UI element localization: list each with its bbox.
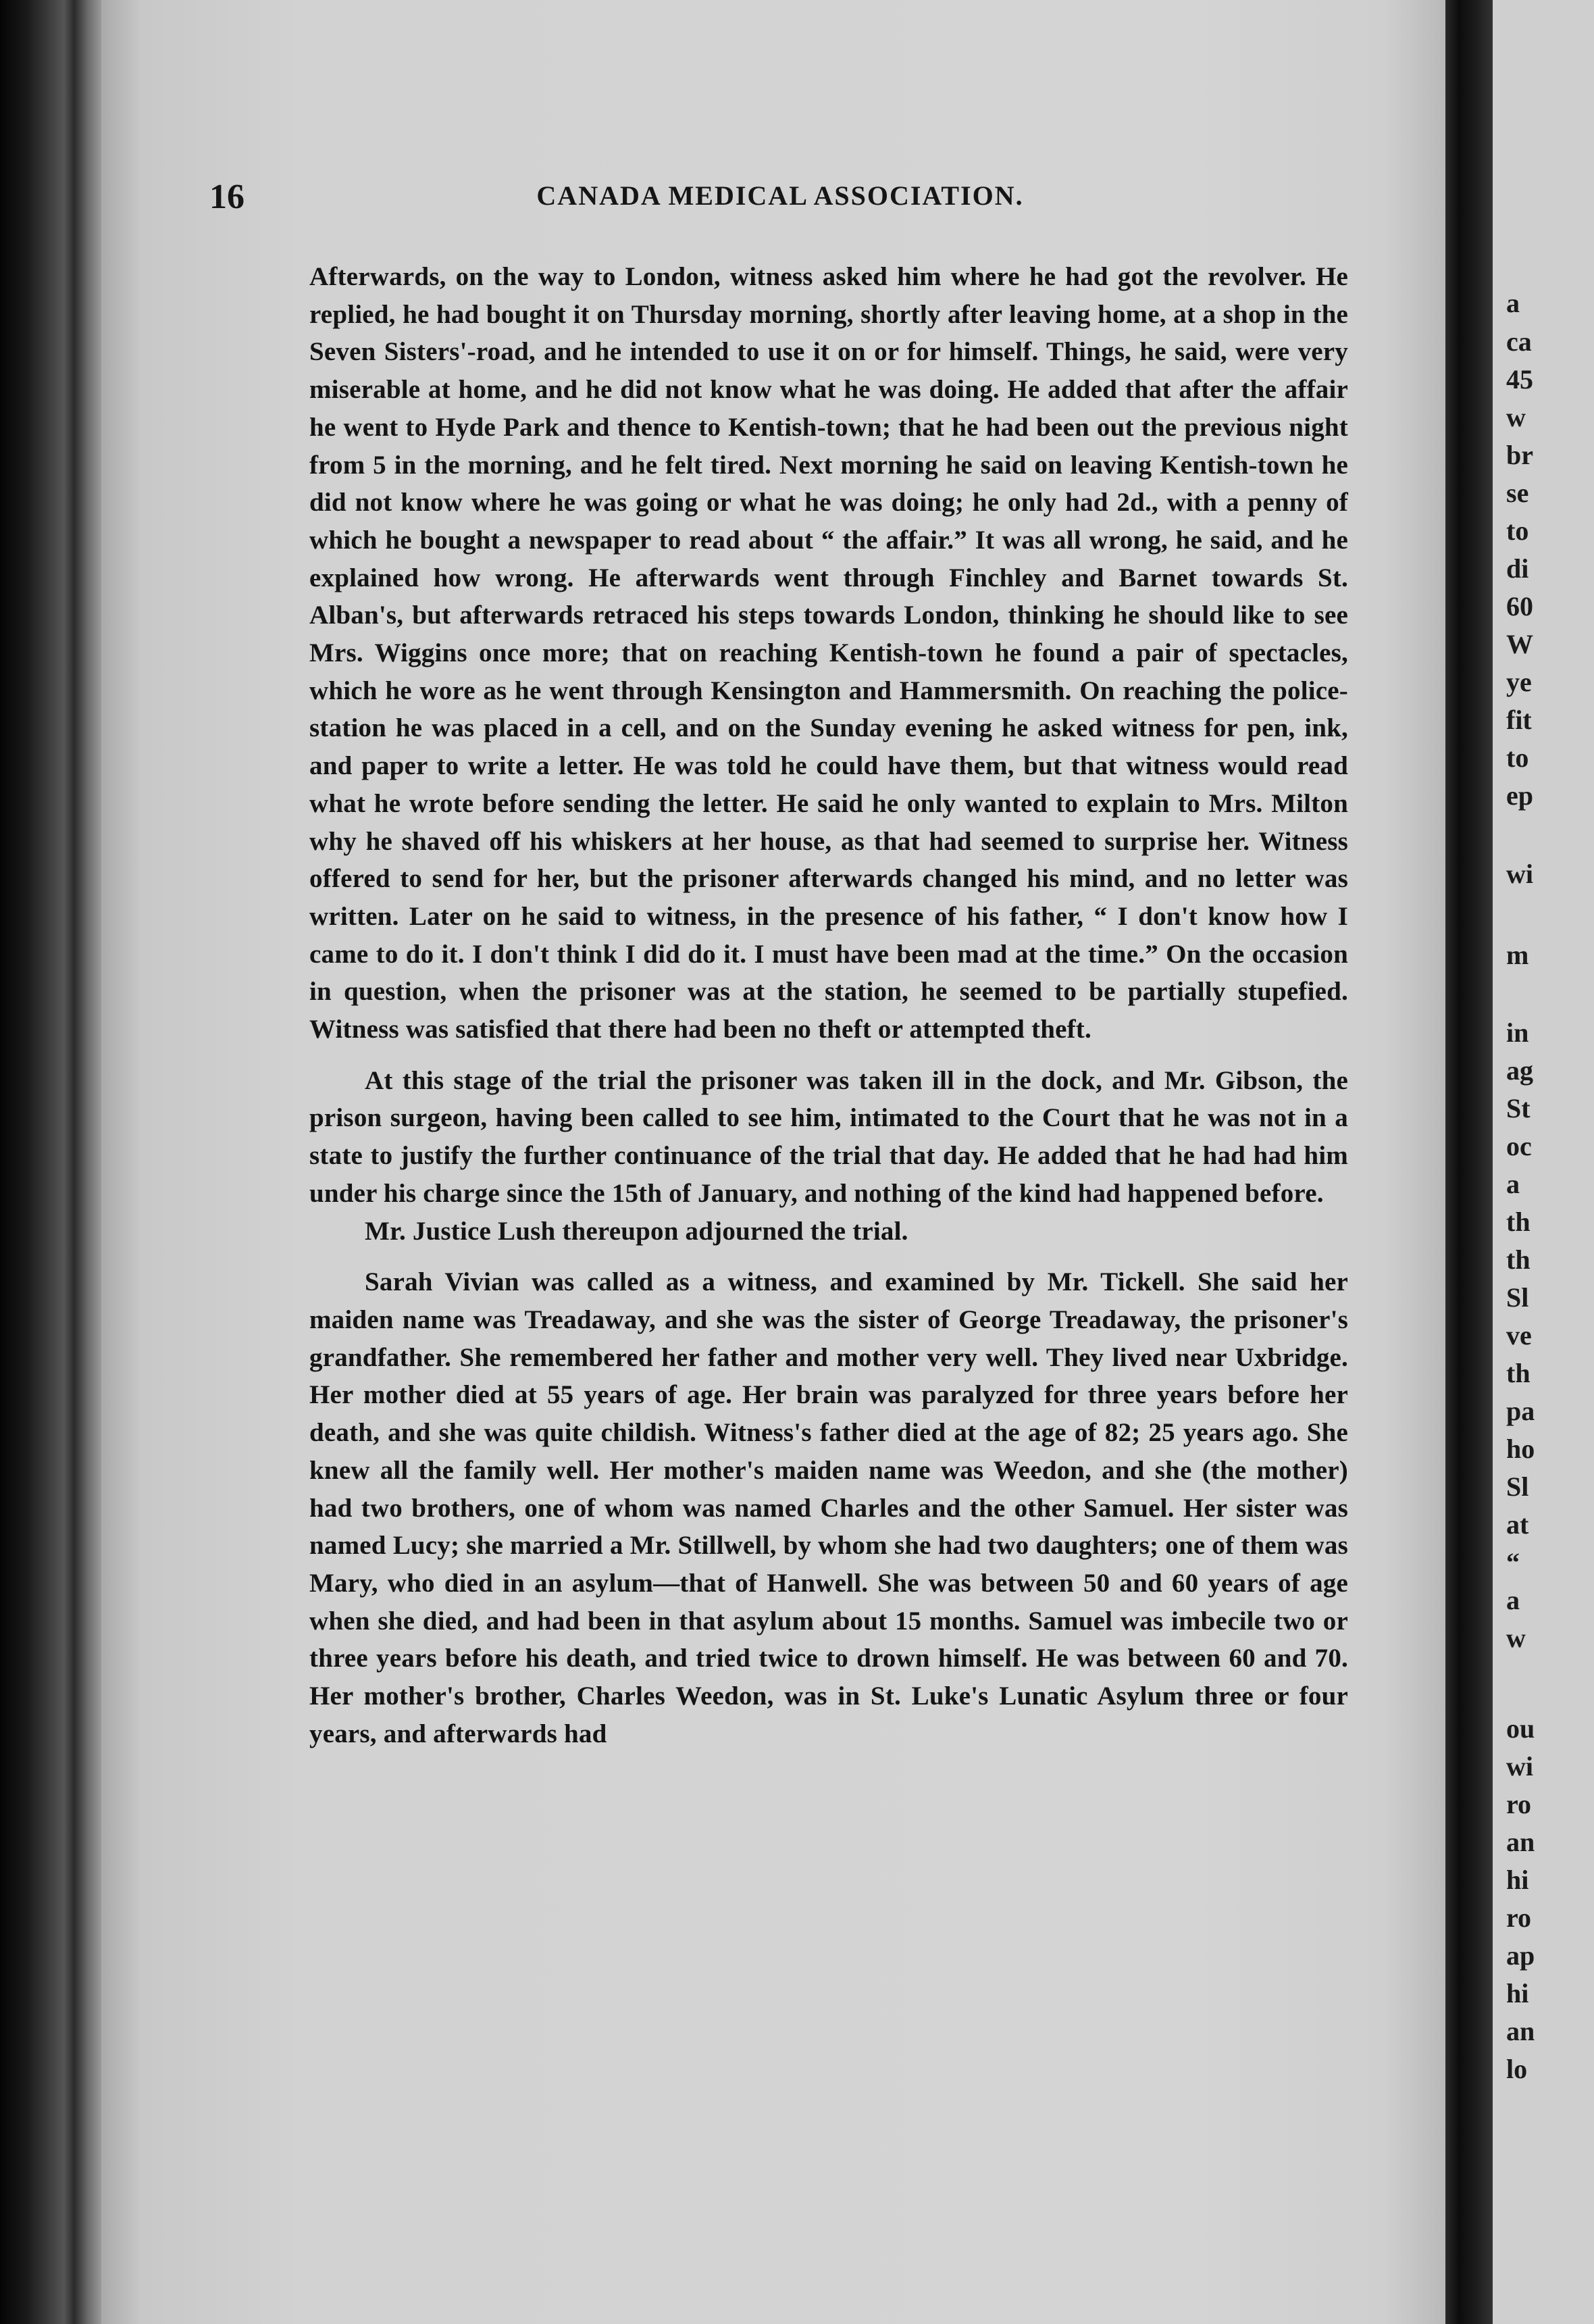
adjacent-page-fragment: lo [1506,2054,1528,2084]
adjacent-page-fragment: ro [1506,1902,1532,1933]
adjacent-page-fragment: a [1506,288,1520,318]
adjacent-page-fragment: an [1506,2016,1535,2046]
page-header [209,177,1351,224]
adjacent-page-fragment: se [1506,478,1529,508]
adjacent-page-fragment: St [1506,1093,1531,1123]
adjacent-page-fragment: ro [1506,1789,1532,1819]
adjacent-page-fragment: m [1506,940,1529,970]
scan-left-edge [0,0,101,2324]
adjacent-page-fragment: th [1506,1358,1531,1388]
adjacent-page-fragment: a [1506,1585,1520,1615]
adjacent-page-fragment: wi [1506,1751,1533,1782]
adjacent-page-fragment: 60 [1506,591,1533,622]
adjacent-page-fragment: an [1506,1827,1535,1857]
adjacent-page-fragment: th [1506,1244,1531,1275]
adjacent-page-fragment: w [1506,1623,1526,1653]
adjacent-page-fragment: hi [1506,1978,1529,2009]
adjacent-page-fragment: 45 [1506,364,1533,395]
paragraph-prisoner-ill: At this stage of the trial the prisoner was taken ill in the dock, and Mr. Gibson, the prison surgeon, having been called to see him, intimated to the Court that he was not in a state to justify the further continuance of the trial that day. He added that he had had him under his charge since the 15th of January, and nothing of the kind had happened before. [309,1065,1348,1208]
adjacent-page-fragment: pa [1506,1396,1535,1426]
paragraph-sarah-vivian: Sarah Vivian was called as a witness, and examined by Mr. Tickell. She said her maiden name was Treadaway, and she was the sister of George Treadaway, the prisoner's grandfather. She remembered her father and mother very well. They lived near Uxbridge. Her mother died at 55 years of age. Her brain was paralyzed for three years before her death, and she was quite childish. Witness's father died at the age of 82; 25 years ago. She knew all the family well. Her mother's maiden name was Weedon, and she (the mother) had two brothers, one of whom was named Charles and the other Samuel. Her sister was named Lucy; she married a Mr. Stillwell, by whom she had two daughters; one of them was Mary, who died in an asylum—that of Hanwell. She was between 50 and 60 years of age when she died, and had been in that asylum about 15 months. Samuel was imbecile two or three years before his death, and tried twice to drown himself. He was between 60 and 70. Her mother's brother, Charles Weedon, was in St. Luke's Lunatic Asylum three or four years, and afterwards had [309,1267,1348,1748]
adjacent-page-fragment: “ [1506,1547,1520,1577]
adjacent-page-fragment: Sl [1506,1282,1529,1313]
adjacent-page-fragment: ou [1506,1713,1535,1744]
paragraph-testimony-continued: Afterwards, on the way to London, witness asked him where he had got the revolver. He replied, he had bought it on Thursday morning, shortly after leaving home, at a shop in the Seven Sisters'-road, and he intended to use it on or for himself. Things, he said, were very miserable at home, and he did not know what he was doing. He added that after the affair he went to Hyde Park and thence to Kentish-town; that he had been out the previous night from 5 in the morning, and he felt tired. Next morning he said on leaving Kentish-town he did not know where he was going or what he was doing; he only had 2d., with a penny of which he bought a newspaper to read about “ the affair.” It was all wrong, he said, and he explained how wrong. He afterwards went through Finchley and Barnet towards St. Alban's, but afterwards retraced his steps towards London, thinking he should like to see Mrs. Wiggins once more; that on reaching Kentish-town he found a pair of spectacles, which he wore as he went through Kensington and Hammersmith. On reaching the police-station he was placed in a cell, and on the Sunday evening he asked witness for pen, ink, and paper to write a letter. He was told he could have them, but that witness would read what he wrote before sending the letter. He said he only wanted to explain to Mrs. Milton why he shaved off his whiskers at her house, as that had seemed to surprise her. Witness offered to send for her, but the prisoner afterwards changed his mind, and no letter was written. Later on he said to witness, in the presence of his father, “ I don't know how I came to do it. I don't think I did do it. I must have been mad at the time.” On the occasion in question, when the prisoner was at the station, he seemed to be partially stupefied. Witness was satisfied that there had been no theft or attempted theft. [309,262,1348,1044]
adjacent-page-fragment: di [1506,553,1529,584]
adjacent-page-fragment: a [1506,1169,1520,1199]
adjacent-page-fragment: th [1506,1207,1531,1237]
adjacent-page-fragment: hi [1506,1865,1529,1895]
adjacent-page-fragment: ve [1506,1320,1532,1350]
adjacent-page-fragment: Sl [1506,1471,1529,1502]
adjacent-page-fragment: fit [1506,705,1532,735]
adjacent-page-fragment: ep [1506,780,1533,811]
adjacent-page-fragment: at [1506,1509,1529,1540]
adjacent-page-fragment: ca [1506,326,1532,357]
adjacent-page-fragment: w [1506,402,1526,432]
adjacent-page-edge [1493,0,1594,2324]
adjacent-page-fragment: in [1506,1017,1529,1048]
page-number: 16 [209,178,245,216]
adjacent-page-fragment: ap [1506,1940,1535,1971]
adjacent-page-fragment: ag [1506,1055,1533,1086]
paragraph-trial-adjourned: Mr. Justice Lush thereupon adjourned the trial. [365,1216,908,1246]
adjacent-page-fragment: br [1506,440,1533,470]
running-head: CANADA MEDICAL ASSOCIATION. [536,180,1024,211]
body-text [309,258,1348,1752]
adjacent-page-fragment: to [1506,742,1529,773]
adjacent-page-fragment: to [1506,515,1529,546]
adjacent-page-fragment: wi [1506,859,1533,889]
adjacent-page-fragment: ye [1506,667,1532,697]
adjacent-page-fragment: W [1506,629,1533,659]
book-gutter [1445,0,1493,2324]
adjacent-page-fragment: ho [1506,1434,1535,1464]
adjacent-page-fragment: oc [1506,1131,1532,1161]
